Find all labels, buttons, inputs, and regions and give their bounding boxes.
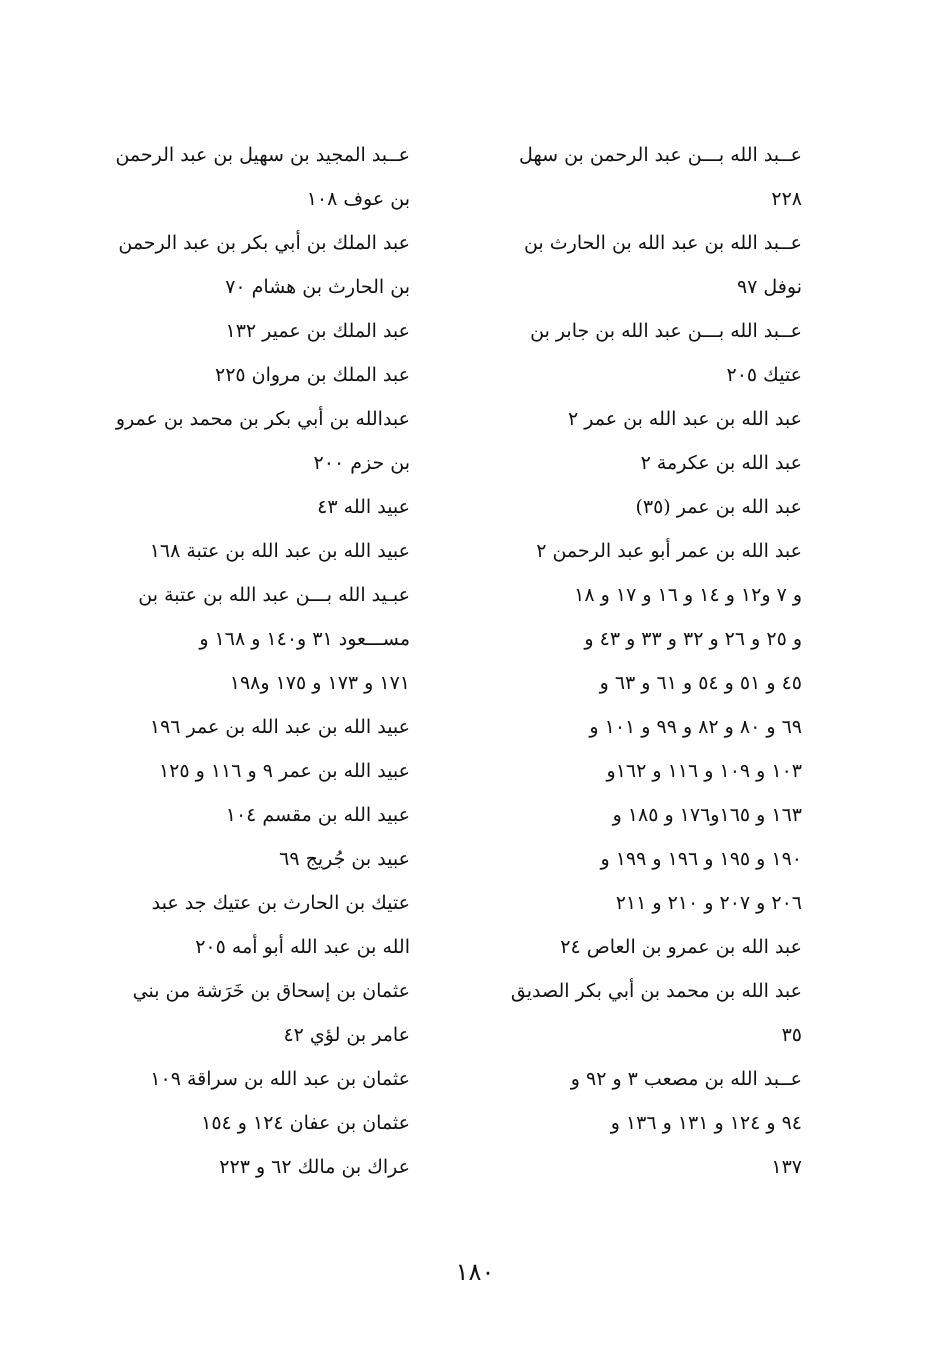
index-entry-line: عبد الملك بن عمير ١٣٢ [225,320,410,342]
index-entry-line: و ٢٥ و ٢٦ و ٣٢ و ٣٣ و ٤٣ و [584,628,802,650]
page-number: ١٨٠ [455,1258,495,1286]
index-entry-line: ٣٥ [781,1024,802,1046]
index-entry-line: الله بن عبد الله أبو أمه ٢٠٥ [195,936,410,958]
index-entry-line: عبد الله بن عمر أبو عبد الرحمن ٢ [536,540,802,562]
index-entry-line: عــبد الله بن عبد الله بن الحارث بن [523,232,802,254]
index-entry-line: عبيد الله بن عبد الله بن عتبة ١٦٨ [149,540,410,562]
index-entry-line: ٢٠٦ و ٢٠٧ و ٢١٠ و ٢١١ [615,892,802,914]
index-entry-line: عبد الله بن عبد الله بن عمر ٢ [568,408,802,430]
index-entry-line: عثمان بن إسحاق بن خَرَشة من بني [132,980,410,1002]
index-entry-line: عبد الملك بن أبي بكر بن عبد الرحمن [118,232,410,254]
index-entry-line: بن عوف ١٠٨ [306,188,410,210]
index-entry-line: ٤٥ و ٥١ و ٥٤ و ٦١ و ٦٣ و [599,672,802,694]
index-entry-line: عبـيد الله بـــن عبد الله بن عتبة بن [138,584,410,606]
index-entry-line: مســـعود ٣١ و١٤٠ و ١٦٨ و [199,628,410,650]
index-entry-line: عثمان بن عبد الله بن سراقة ١٠٩ [150,1068,410,1090]
index-entry-line: بن حزم ٢٠٠ [313,452,410,474]
index-entry-line: عبيد الله بن عمر ٩ و ١١٦ و ١٢٥ [158,760,410,782]
index-entry-line: عامر بن لؤي ٤٢ [283,1024,410,1046]
index-entry-line: عبيد بن جُريج ٦٩ [279,848,410,870]
index-entry-line: و ٧ و١٢ و ١٤ و ١٦ و ١٧ و ١٨ [574,584,802,606]
index-entry-line: ١٣٧ [771,1156,802,1178]
index-entry-line: بن الحارث بن هشام ٧٠ [225,276,410,298]
index-column-left [110,133,410,1189]
index-entry-line: عتيك ٢٠٥ [726,364,802,386]
index-entry-line: عبد الملك بن مروان ٢٢٥ [214,364,410,386]
index-entry-line: عثمان بن عفان ١٢٤ و ١٥٤ [201,1112,410,1134]
index-entry-line: عبد الله بن عمر (٣٥) [635,496,802,518]
index-column-right [502,133,802,1189]
index-entry-line: عــبد الله بن مصعب ٣ و ٩٢ و [570,1068,802,1090]
index-entry-line: عتيك بن الحارث بن عتيك جد عبد [151,892,410,914]
index-entry-line: ١٩٠ و ١٩٥ و ١٩٦ و ١٩٩ و [600,848,802,870]
index-entry-line: عبيد الله ٤٣ [317,496,410,518]
index-entry-line: ١٧١ و ١٧٣ و ١٧٥ و١٩٨ [229,672,410,694]
index-entry-line: نوفل ٩٧ [736,276,802,298]
index-entry-line: عبد الله بن محمد بن أبي بكر الصديق [510,980,802,1002]
index-entry-line: عــبد الله بـــن عبد الرحمن بن سهل [518,144,802,166]
index-entry-line: ٦٩ و ٨٠ و ٨٢ و ٩٩ و ١٠١ و [589,716,802,738]
index-entry-line: عبد الله بن عمرو بن العاص ٢٤ [560,936,802,958]
index-entry-line: ١٦٣ و ١٦٥و١٧٦ و ١٨٥ و [612,804,802,826]
index-entry-line: عبيد الله بن مقسم ١٠٤ [225,804,410,826]
index-entry-line: عــبد الله بـــن عبد الله بن جابر بن [530,320,802,342]
index-entry-line: عــبد المجيد بن سهيل بن عبد الرحمن [115,144,410,166]
index-entry-line: عبيد الله بن عبد الله بن عمر ١٩٦ [149,716,410,738]
index-entry-line: ٢٢٨ [771,188,802,210]
index-entry-line: عبدالله بن أبي بكر بن محمد بن عمرو [115,408,410,430]
index-entry-line: عبد الله بن عكرمة ٢ [640,452,802,474]
index-entry-line: عراك بن مالك ٦٢ و ٢٢٣ [219,1156,410,1178]
index-entry-line: ٩٤ و ١٢٤ و ١٣١ و ١٣٦ و [610,1112,802,1134]
index-entry-line: ١٠٣ و ١٠٩ و ١١٦ و ١٦٢و [606,760,802,782]
